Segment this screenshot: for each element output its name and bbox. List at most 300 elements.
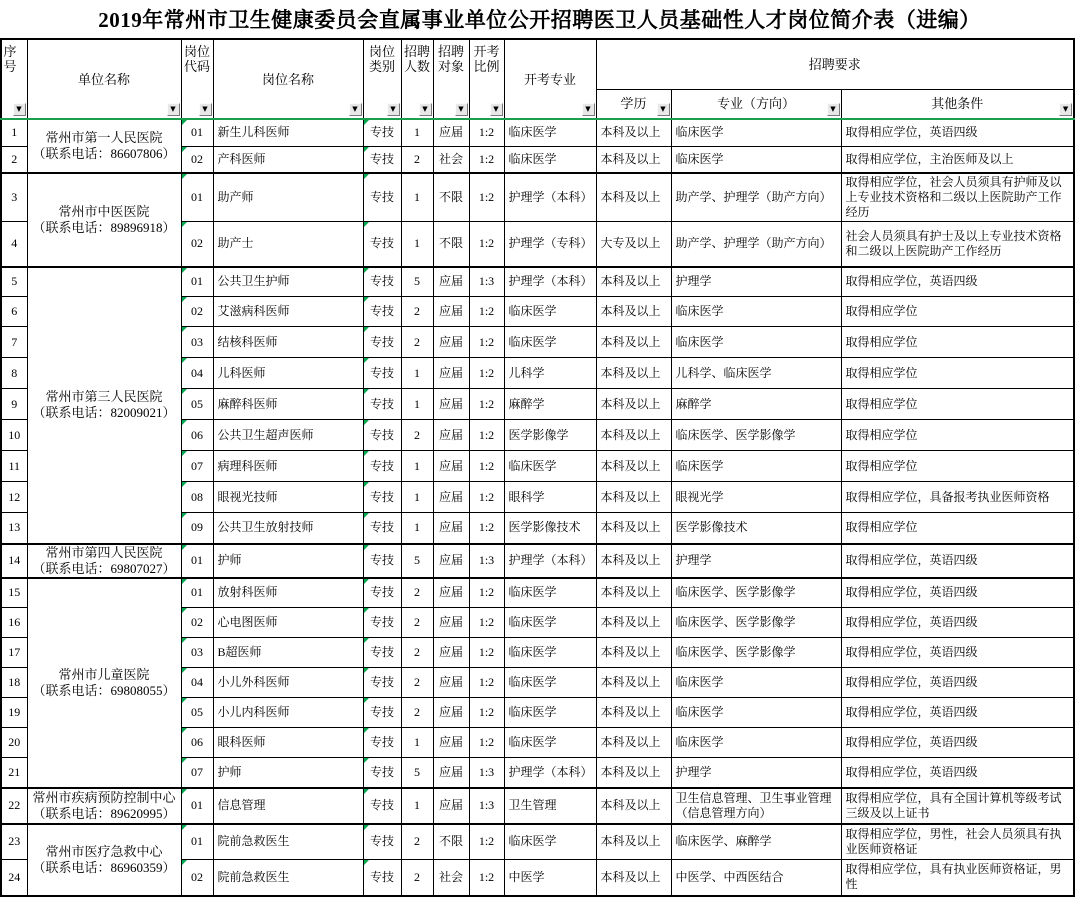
header-row-top	[1, 39, 1074, 89]
exam-major-cell[interactable]: 临床医学	[504, 119, 596, 146]
job-title-cell[interactable]: 护师	[213, 758, 363, 788]
exam-ratio-cell[interactable]: 1:2	[469, 668, 504, 698]
exam-major-cell[interactable]: 护理学（本科）	[504, 173, 596, 222]
recruit-count-cell[interactable]: 5	[401, 544, 433, 578]
seq-cell[interactable]: 20	[1, 728, 27, 758]
major-direction-cell[interactable]: 临床医学、医学影像学	[671, 638, 841, 668]
column-header-seq[interactable]: 序号 ▼	[1, 39, 27, 119]
filter-dropdown-icon: ▼	[390, 105, 396, 113]
other-conditions-cell[interactable]: 取得相应学位，英语四级	[841, 544, 1074, 578]
recruit-count-cell[interactable]: 1	[401, 788, 433, 824]
exam-major-cell[interactable]: 临床医学	[504, 327, 596, 358]
exam-ratio-cell[interactable]: 1:3	[469, 788, 504, 824]
job-code-cell[interactable]: 08	[181, 482, 213, 513]
other-conditions-cell[interactable]: 取得相应学位，英语四级	[841, 698, 1074, 728]
recruit-target-cell[interactable]: 不限	[433, 824, 469, 860]
recruit-target-cell[interactable]: 应届	[433, 119, 469, 146]
job-title-cell[interactable]: 助产士	[213, 222, 363, 267]
filter-button-exam-major[interactable]	[582, 103, 595, 116]
filter-button-unit[interactable]	[167, 103, 180, 116]
job-code-cell[interactable]: 02	[181, 297, 213, 327]
recruit-count-cell[interactable]: 2	[401, 420, 433, 451]
exam-major-cell[interactable]: 护理学（本科）	[504, 267, 596, 297]
exam-ratio-cell[interactable]: 1:2	[469, 513, 504, 544]
education-cell[interactable]: 本科及以上	[596, 578, 671, 608]
other-conditions-cell[interactable]: 取得相应学位，具有执业医师资格证，男性	[841, 860, 1074, 896]
other-conditions-cell[interactable]: 取得相应学位，英语四级	[841, 578, 1074, 608]
seq-cell[interactable]: 17	[1, 638, 27, 668]
filter-button-count[interactable]	[419, 103, 432, 116]
job-category-cell[interactable]: 专技	[363, 297, 401, 327]
major-direction-cell[interactable]: 临床医学	[671, 668, 841, 698]
job-code-cell[interactable]: 01	[181, 824, 213, 860]
major-direction-cell[interactable]: 临床医学	[671, 451, 841, 482]
job-category-cell[interactable]: 专技	[363, 544, 401, 578]
exam-major-cell[interactable]: 护理学（本科）	[504, 544, 596, 578]
seq-cell[interactable]: 10	[1, 420, 27, 451]
exam-ratio-cell[interactable]: 1:2	[469, 119, 504, 146]
education-cell[interactable]: 本科及以上	[596, 638, 671, 668]
recruit-count-cell[interactable]: 2	[401, 608, 433, 638]
education-cell[interactable]: 本科及以上	[596, 358, 671, 389]
job-category-cell[interactable]: 专技	[363, 267, 401, 297]
other-conditions-cell[interactable]: 取得相应学位，英语四级	[841, 608, 1074, 638]
other-conditions-cell[interactable]: 取得相应学位，英语四级	[841, 728, 1074, 758]
major-direction-cell[interactable]: 临床医学	[671, 146, 841, 173]
exam-major-cell[interactable]: 麻醉学	[504, 389, 596, 420]
recruit-target-cell[interactable]: 应届	[433, 389, 469, 420]
other-conditions-cell[interactable]: 取得相应学位	[841, 297, 1074, 327]
major-direction-cell[interactable]: 卫生信息管理、卫生事业管理（信息管理方向）	[671, 788, 841, 824]
exam-ratio-cell[interactable]: 1:2	[469, 358, 504, 389]
education-cell[interactable]: 本科及以上	[596, 327, 671, 358]
exam-ratio-cell[interactable]: 1:2	[469, 638, 504, 668]
recruit-count-cell[interactable]: 2	[401, 668, 433, 698]
exam-ratio-cell[interactable]: 1:2	[469, 824, 504, 860]
recruit-count-cell[interactable]: 2	[401, 860, 433, 896]
major-direction-cell[interactable]: 临床医学、麻醉学	[671, 824, 841, 860]
job-code-cell[interactable]: 02	[181, 146, 213, 173]
column-header-ratio[interactable]: 开考比例 ▼	[469, 39, 504, 119]
job-title-cell[interactable]: 眼视光技师	[213, 482, 363, 513]
major-direction-cell[interactable]: 护理学	[671, 758, 841, 788]
exam-major-cell[interactable]: 临床医学	[504, 824, 596, 860]
job-category-cell[interactable]: 专技	[363, 758, 401, 788]
job-code-cell[interactable]: 01	[181, 119, 213, 146]
job-category-cell[interactable]: 专技	[363, 788, 401, 824]
job-code-cell[interactable]: 01	[181, 173, 213, 222]
exam-ratio-cell[interactable]: 1:2	[469, 389, 504, 420]
job-category-cell[interactable]: 专技	[363, 482, 401, 513]
education-cell[interactable]: 本科及以上	[596, 824, 671, 860]
other-conditions-cell[interactable]: 取得相应学位	[841, 389, 1074, 420]
major-direction-cell[interactable]: 助产学、护理学（助产方向）	[671, 173, 841, 222]
exam-ratio-cell[interactable]: 1:3	[469, 758, 504, 788]
job-code-cell[interactable]: 01	[181, 544, 213, 578]
job-code-cell[interactable]: 01	[181, 267, 213, 297]
filter-button-position[interactable]	[349, 103, 362, 116]
seq-cell[interactable]: 8	[1, 358, 27, 389]
seq-cell[interactable]: 21	[1, 758, 27, 788]
education-cell[interactable]: 本科及以上	[596, 728, 671, 758]
filter-button-other[interactable]	[1059, 103, 1072, 116]
job-category-cell[interactable]: 专技	[363, 608, 401, 638]
education-cell[interactable]: 本科及以上	[596, 297, 671, 327]
job-title-cell[interactable]: 公共卫生放射技师	[213, 513, 363, 544]
job-category-cell[interactable]: 专技	[363, 173, 401, 222]
job-code-cell[interactable]: 02	[181, 608, 213, 638]
job-title-cell[interactable]: 艾滋病科医师	[213, 297, 363, 327]
filter-dropdown-icon: ▼	[170, 105, 176, 113]
education-cell[interactable]: 大专及以上	[596, 222, 671, 267]
other-conditions-cell[interactable]: 社会人员须具有护士及以上专业技术资格和二级以上医院助产工作经历	[841, 222, 1074, 267]
job-code-cell[interactable]: 03	[181, 638, 213, 668]
filter-button-education[interactable]	[657, 103, 670, 116]
exam-major-cell[interactable]: 临床医学	[504, 668, 596, 698]
job-title-cell[interactable]: 小儿内科医师	[213, 698, 363, 728]
education-cell[interactable]: 本科及以上	[596, 608, 671, 638]
recruit-count-cell[interactable]: 1	[401, 358, 433, 389]
recruit-count-cell[interactable]: 1	[401, 513, 433, 544]
job-category-cell[interactable]: 专技	[363, 578, 401, 608]
exam-major-cell[interactable]: 眼科学	[504, 482, 596, 513]
major-direction-cell[interactable]: 临床医学、医学影像学	[671, 608, 841, 638]
job-title-cell[interactable]: 麻醉科医师	[213, 389, 363, 420]
education-cell[interactable]: 本科及以上	[596, 173, 671, 222]
education-cell[interactable]: 本科及以上	[596, 668, 671, 698]
recruit-count-cell[interactable]: 1	[401, 728, 433, 758]
seq-cell[interactable]: 9	[1, 389, 27, 420]
other-conditions-cell[interactable]: 取得相应学位	[841, 358, 1074, 389]
seq-cell[interactable]: 24	[1, 860, 27, 896]
recruit-target-cell[interactable]: 应届	[433, 638, 469, 668]
major-direction-cell[interactable]: 临床医学	[671, 728, 841, 758]
job-category-cell[interactable]: 专技	[363, 513, 401, 544]
other-conditions-cell[interactable]: 取得相应学位，社会人员须具有护师及以上专业技术资格和二级以上医院助产工作经历	[841, 173, 1074, 222]
job-category-cell[interactable]: 专技	[363, 451, 401, 482]
filter-dropdown-icon: ▼	[458, 105, 464, 113]
job-title-cell[interactable]: B超医师	[213, 638, 363, 668]
job-title-cell[interactable]: 助产师	[213, 173, 363, 222]
education-cell[interactable]: 本科及以上	[596, 267, 671, 297]
job-title-cell[interactable]: 新生儿科医师	[213, 119, 363, 146]
seq-cell[interactable]: 12	[1, 482, 27, 513]
exam-ratio-cell[interactable]: 1:3	[469, 544, 504, 578]
exam-ratio-cell[interactable]: 1:2	[469, 698, 504, 728]
exam-major-cell[interactable]: 医学影像技术	[504, 513, 596, 544]
column-header-other[interactable]: 其他条件 ▼	[841, 89, 1074, 119]
seq-cell[interactable]: 3	[1, 173, 27, 222]
major-direction-cell[interactable]: 临床医学	[671, 698, 841, 728]
exam-major-cell[interactable]: 临床医学	[504, 698, 596, 728]
recruit-target-cell[interactable]: 应届	[433, 578, 469, 608]
column-header-code[interactable]: 岗位代码 ▼	[181, 39, 213, 119]
recruit-count-cell[interactable]: 1	[401, 173, 433, 222]
job-code-cell[interactable]: 07	[181, 451, 213, 482]
job-code-cell[interactable]: 01	[181, 788, 213, 824]
exam-ratio-cell[interactable]: 1:2	[469, 222, 504, 267]
exam-ratio-cell[interactable]: 1:3	[469, 267, 504, 297]
seq-cell[interactable]: 22	[1, 788, 27, 824]
filter-button-code[interactable]	[199, 103, 212, 116]
other-conditions-cell[interactable]: 取得相应学位，具有全国计算机等级考试三级及以上证书	[841, 788, 1074, 824]
exam-ratio-cell[interactable]: 1:2	[469, 146, 504, 173]
exam-ratio-cell[interactable]: 1:2	[469, 173, 504, 222]
seq-cell[interactable]: 7	[1, 327, 27, 358]
major-direction-cell[interactable]: 眼视光学	[671, 482, 841, 513]
recruit-count-cell[interactable]: 1	[401, 451, 433, 482]
filter-button-target[interactable]	[455, 103, 468, 116]
unit-name-cell[interactable]	[27, 788, 181, 824]
column-header-education[interactable]: 学历 ▼	[596, 89, 671, 119]
recruit-target-cell[interactable]: 应届	[433, 513, 469, 544]
exam-major-cell[interactable]: 临床医学	[504, 578, 596, 608]
job-category-cell[interactable]: 专技	[363, 638, 401, 668]
exam-ratio-cell[interactable]: 1:2	[469, 860, 504, 896]
recruit-target-cell[interactable]: 应届	[433, 297, 469, 327]
recruit-count-cell[interactable]: 5	[401, 267, 433, 297]
unit-name-cell[interactable]	[27, 544, 181, 578]
recruit-count-cell[interactable]: 2	[401, 578, 433, 608]
education-cell[interactable]: 本科及以上	[596, 513, 671, 544]
job-category-cell[interactable]: 专技	[363, 327, 401, 358]
major-direction-cell[interactable]: 临床医学	[671, 119, 841, 146]
job-category-cell[interactable]: 专技	[363, 698, 401, 728]
job-title-cell[interactable]: 结核科医师	[213, 327, 363, 358]
other-conditions-cell[interactable]: 取得相应学位	[841, 327, 1074, 358]
exam-major-cell[interactable]: 护理学（本科）	[504, 758, 596, 788]
exam-ratio-cell[interactable]: 1:2	[469, 482, 504, 513]
job-title-cell[interactable]: 院前急救医生	[213, 860, 363, 896]
recruit-target-cell[interactable]: 社会	[433, 860, 469, 896]
recruit-count-cell[interactable]: 2	[401, 824, 433, 860]
job-title-cell[interactable]: 公共卫生护师	[213, 267, 363, 297]
unit-name-cell[interactable]	[27, 267, 181, 544]
recruit-count-cell[interactable]: 1	[401, 222, 433, 267]
column-header-target[interactable]: 招聘对象 ▼	[433, 39, 469, 119]
job-code-cell[interactable]: 06	[181, 728, 213, 758]
seq-cell[interactable]: 2	[1, 146, 27, 173]
recruit-count-cell[interactable]: 2	[401, 146, 433, 173]
recruit-target-cell[interactable]: 应届	[433, 358, 469, 389]
exam-major-cell[interactable]: 卫生管理	[504, 788, 596, 824]
major-direction-cell[interactable]: 临床医学、医学影像学	[671, 578, 841, 608]
job-code-cell[interactable]: 02	[181, 222, 213, 267]
recruit-target-cell[interactable]: 应届	[433, 608, 469, 638]
seq-cell[interactable]: 19	[1, 698, 27, 728]
recruit-target-cell[interactable]: 不限	[433, 222, 469, 267]
job-code-cell[interactable]: 01	[181, 578, 213, 608]
other-conditions-cell[interactable]: 取得相应学位，英语四级	[841, 119, 1074, 146]
unit-name-cell[interactable]	[27, 824, 181, 896]
job-category-cell[interactable]: 专技	[363, 668, 401, 698]
job-category-cell[interactable]: 专技	[363, 358, 401, 389]
recruit-target-cell[interactable]: 不限	[433, 173, 469, 222]
major-direction-cell[interactable]: 中医学、中西医结合	[671, 860, 841, 896]
job-category-cell[interactable]: 专技	[363, 860, 401, 896]
exam-major-cell[interactable]: 儿科学	[504, 358, 596, 389]
education-cell[interactable]: 本科及以上	[596, 389, 671, 420]
job-code-cell[interactable]: 04	[181, 668, 213, 698]
recruit-target-cell[interactable]: 应届	[433, 482, 469, 513]
education-cell[interactable]: 本科及以上	[596, 788, 671, 824]
other-conditions-cell[interactable]: 取得相应学位，英语四级	[841, 267, 1074, 297]
other-conditions-cell[interactable]: 取得相应学位，英语四级	[841, 758, 1074, 788]
recruit-count-cell[interactable]: 1	[401, 482, 433, 513]
column-header-unit[interactable]: 单位名称 ▼	[27, 39, 181, 119]
recruit-target-cell[interactable]: 应届	[433, 267, 469, 297]
other-conditions-cell[interactable]: 取得相应学位，主治医师及以上	[841, 146, 1074, 173]
recruit-target-cell[interactable]: 应届	[433, 327, 469, 358]
exam-ratio-cell[interactable]: 1:2	[469, 327, 504, 358]
other-conditions-cell[interactable]: 取得相应学位，具备报考执业医师资格	[841, 482, 1074, 513]
job-category-cell[interactable]: 专技	[363, 119, 401, 146]
exam-major-cell[interactable]: 临床医学	[504, 146, 596, 173]
exam-major-cell[interactable]: 医学影像学	[504, 420, 596, 451]
major-direction-cell[interactable]: 医学影像技术	[671, 513, 841, 544]
job-title-cell[interactable]: 信息管理	[213, 788, 363, 824]
job-code-cell[interactable]: 07	[181, 758, 213, 788]
recruit-count-cell[interactable]: 2	[401, 638, 433, 668]
job-code-cell[interactable]: 09	[181, 513, 213, 544]
recruit-count-cell[interactable]: 2	[401, 327, 433, 358]
job-category-cell[interactable]: 专技	[363, 389, 401, 420]
recruit-count-cell[interactable]: 2	[401, 698, 433, 728]
job-title-cell[interactable]: 心电图医师	[213, 608, 363, 638]
exam-ratio-cell[interactable]: 1:2	[469, 728, 504, 758]
major-direction-cell[interactable]: 助产学、护理学（助产方向）	[671, 222, 841, 267]
exam-major-cell[interactable]: 临床医学	[504, 451, 596, 482]
unit-name-cell[interactable]	[27, 173, 181, 267]
seq-cell[interactable]: 16	[1, 608, 27, 638]
recruit-count-cell[interactable]: 1	[401, 389, 433, 420]
seq-cell[interactable]: 23	[1, 824, 27, 860]
column-header-count[interactable]: 招聘人数 ▼	[401, 39, 433, 119]
seq-cell[interactable]: 11	[1, 451, 27, 482]
job-code-cell[interactable]: 06	[181, 420, 213, 451]
exam-ratio-cell[interactable]: 1:2	[469, 297, 504, 327]
exam-ratio-cell[interactable]: 1:2	[469, 608, 504, 638]
recruit-target-cell[interactable]: 应届	[433, 788, 469, 824]
job-code-cell[interactable]: 02	[181, 860, 213, 896]
major-direction-cell[interactable]: 护理学	[671, 267, 841, 297]
seq-cell[interactable]: 1	[1, 119, 27, 146]
job-code-cell[interactable]: 05	[181, 698, 213, 728]
education-cell[interactable]: 本科及以上	[596, 119, 671, 146]
recruit-target-cell[interactable]: 应届	[433, 728, 469, 758]
job-title-cell[interactable]: 儿科医师	[213, 358, 363, 389]
other-conditions-cell[interactable]: 取得相应学位	[841, 451, 1074, 482]
recruit-target-cell[interactable]: 应届	[433, 451, 469, 482]
education-cell[interactable]: 本科及以上	[596, 420, 671, 451]
job-category-cell[interactable]: 专技	[363, 146, 401, 173]
education-cell[interactable]: 本科及以上	[596, 544, 671, 578]
exam-ratio-cell[interactable]: 1:2	[469, 578, 504, 608]
column-header-exam-major[interactable]: 开考专业 ▼	[504, 39, 596, 119]
recruit-target-cell[interactable]: 社会	[433, 146, 469, 173]
job-category-cell[interactable]: 专技	[363, 222, 401, 267]
job-category-cell[interactable]: 专技	[363, 728, 401, 758]
job-title-cell[interactable]: 眼科医师	[213, 728, 363, 758]
education-cell[interactable]: 本科及以上	[596, 758, 671, 788]
other-conditions-cell[interactable]: 取得相应学位，男性，社会人员须具有执业医师资格证	[841, 824, 1074, 860]
recruit-target-cell[interactable]: 应届	[433, 544, 469, 578]
other-conditions-cell[interactable]: 取得相应学位	[841, 420, 1074, 451]
job-code-cell[interactable]: 05	[181, 389, 213, 420]
seq-cell[interactable]: 5	[1, 267, 27, 297]
recruit-target-cell[interactable]: 应届	[433, 668, 469, 698]
exam-major-cell[interactable]: 中医学	[504, 860, 596, 896]
seq-cell[interactable]: 18	[1, 668, 27, 698]
exam-major-cell[interactable]: 临床医学	[504, 297, 596, 327]
exam-major-cell[interactable]: 临床医学	[504, 638, 596, 668]
seq-cell[interactable]: 4	[1, 222, 27, 267]
major-direction-cell[interactable]: 临床医学	[671, 327, 841, 358]
seq-cell[interactable]: 14	[1, 544, 27, 578]
recruit-count-cell[interactable]: 1	[401, 119, 433, 146]
filter-button-seq[interactable]	[13, 103, 26, 116]
education-cell[interactable]: 本科及以上	[596, 698, 671, 728]
job-title-cell[interactable]: 小儿外科医师	[213, 668, 363, 698]
recruit-count-cell[interactable]: 2	[401, 297, 433, 327]
major-direction-cell[interactable]: 麻醉学	[671, 389, 841, 420]
job-title-cell[interactable]: 产科医师	[213, 146, 363, 173]
recruit-count-cell[interactable]: 5	[401, 758, 433, 788]
recruit-target-cell[interactable]: 应届	[433, 420, 469, 451]
job-title-cell[interactable]: 院前急救医生	[213, 824, 363, 860]
exam-major-cell[interactable]: 临床医学	[504, 728, 596, 758]
exam-ratio-cell[interactable]: 1:2	[469, 420, 504, 451]
major-direction-cell[interactable]: 临床医学	[671, 297, 841, 327]
other-conditions-cell[interactable]: 取得相应学位，英语四级	[841, 668, 1074, 698]
job-category-cell[interactable]: 专技	[363, 824, 401, 860]
recruit-target-cell[interactable]: 应届	[433, 758, 469, 788]
recruit-target-cell[interactable]: 应届	[433, 698, 469, 728]
major-direction-cell[interactable]: 临床医学、医学影像学	[671, 420, 841, 451]
major-direction-cell[interactable]: 儿科学、临床医学	[671, 358, 841, 389]
exam-major-cell[interactable]: 临床医学	[504, 608, 596, 638]
column-header-major[interactable]: 专业（方向） ▼	[671, 89, 841, 119]
job-code-cell[interactable]: 04	[181, 358, 213, 389]
education-cell[interactable]: 本科及以上	[596, 860, 671, 896]
job-title-cell[interactable]: 护师	[213, 544, 363, 578]
column-header-position[interactable]: 岗位名称 ▼	[213, 39, 363, 119]
filter-button-ratio[interactable]	[490, 103, 503, 116]
filter-dropdown-icon: ▼	[493, 105, 499, 113]
job-title-cell[interactable]: 公共卫生超声医师	[213, 420, 363, 451]
education-cell[interactable]: 本科及以上	[596, 451, 671, 482]
column-header-category[interactable]: 岗位类别 ▼	[363, 39, 401, 119]
job-title-cell[interactable]: 病理科医师	[213, 451, 363, 482]
filter-button-category[interactable]	[387, 103, 400, 116]
filter-button-major[interactable]	[827, 103, 840, 116]
exam-major-cell[interactable]: 护理学（专科）	[504, 222, 596, 267]
exam-ratio-cell[interactable]: 1:2	[469, 451, 504, 482]
seq-cell[interactable]: 15	[1, 578, 27, 608]
other-conditions-cell[interactable]: 取得相应学位，英语四级	[841, 638, 1074, 668]
unit-name-cell[interactable]	[27, 578, 181, 788]
education-cell[interactable]: 本科及以上	[596, 146, 671, 173]
job-title-cell[interactable]: 放射科医师	[213, 578, 363, 608]
seq-cell[interactable]: 13	[1, 513, 27, 544]
job-category-cell[interactable]: 专技	[363, 420, 401, 451]
education-cell[interactable]: 本科及以上	[596, 482, 671, 513]
job-code-cell[interactable]: 03	[181, 327, 213, 358]
major-direction-cell[interactable]: 护理学	[671, 544, 841, 578]
unit-name-cell[interactable]	[27, 119, 181, 173]
seq-cell[interactable]: 6	[1, 297, 27, 327]
other-conditions-cell[interactable]: 取得相应学位	[841, 513, 1074, 544]
